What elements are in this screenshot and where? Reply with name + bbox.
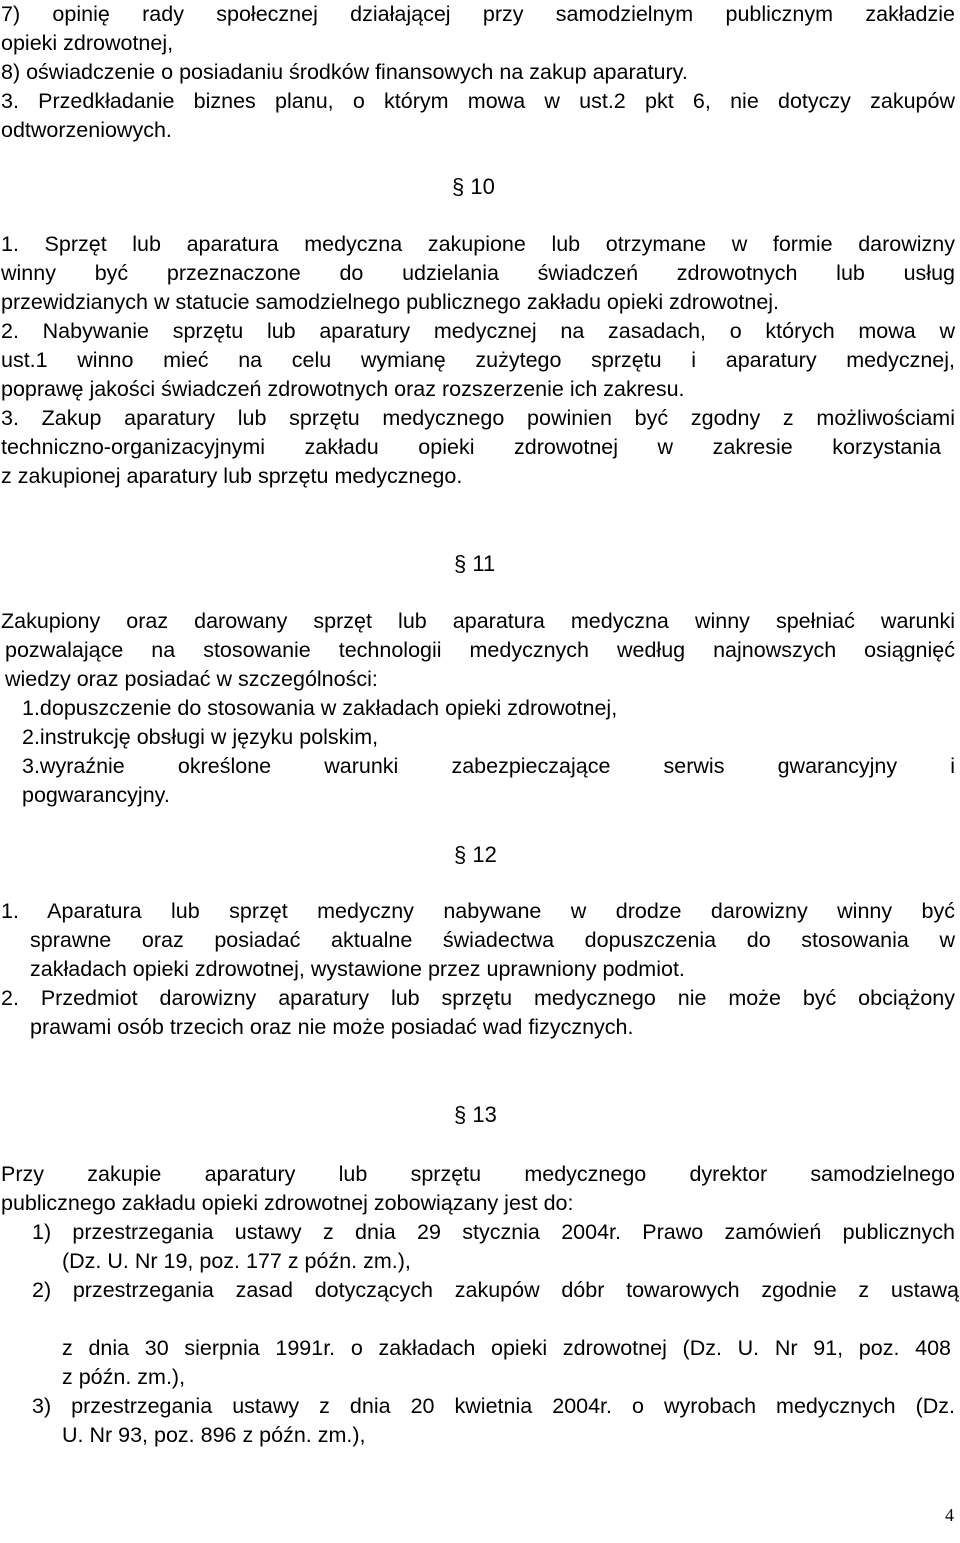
paragraph-line: winny być przeznaczone do udzielania świadczeń zdrowotnych lub usług [1,261,955,285]
paragraph-line: 3. Przedkładanie biznes planu, o którym mowa w ust.2 pkt 6, nie dotyczy zakupów [1,89,955,113]
text-line [1,346,955,375]
list-item [32,1218,955,1247]
text-line: 8) oświadczenie o posiadaniu środków finansowych na zakup aparatury. [1,60,688,84]
text-line: odtworzeniowych. [1,118,172,142]
paragraph-line: 2. Przedmiot darowizny aparatury lub sprzętu medycznego nie może być obciążony [1,986,955,1010]
list-item: pogwarancyjny. [22,783,170,807]
text-line [1,317,955,346]
text-line [1,433,941,462]
text-line: prawami osób trzecich oraz nie może posiadać wad fizycznych. [30,1015,634,1039]
text-line [30,926,955,955]
paragraph-line: 1) przestrzegania ustawy z dnia 29 stycznia 2004r. Prawo zamówień publicznych [32,1220,955,1244]
page-number: 4 [945,1505,954,1525]
text-line [1,984,955,1013]
text-line: z zakupionej aparatury lub sprzętu medycznego. [1,464,463,488]
list-item [32,1392,955,1421]
section-heading: § 11 [454,551,496,576]
paragraph-line: z dnia 30 sierpnia 1991r. o zakładach opieki zdrowotnej (Dz. U. Nr 91, poz. 408 [62,1336,951,1360]
text-line: poprawę jakości świadczeń zdrowotnych oraz rozszerzenie ich zakresu. [1,377,685,401]
list-item-continuation: z późn. zm.), [62,1365,186,1389]
text-line [1,87,955,116]
paragraph-line: techniczno-organizacyjnymi zakładu opieki zdrowotnej w zakresie korzystania [1,435,941,459]
text-line: publicznego zakładu opieki zdrowotnej zobowiązany jest do: [1,1191,574,1215]
list-item-continuation [62,1334,951,1363]
list-item: 2.instrukcję obsługi w języku polskim, [22,725,379,749]
paragraph-line: 3.wyraźnie określone warunki zabezpieczające serwis gwarancyjny i [22,754,955,778]
paragraph-line: pozwalające na stosowanie technologii medycznych według najnowszych osiągnięć [5,638,955,662]
text-line [5,636,955,665]
paragraph-line: Przy zakupie aparatury lub sprzętu medycznego dyrektor samodzielnego [1,1162,955,1186]
paragraph-line: ust.1 winno mieć na celu wymianę zużytego sprzętu i aparatury medycznej, [1,348,955,372]
paragraph-line: 1. Aparatura lub sprzęt medyczny nabywane w drodze darowizny winny być [1,899,955,923]
list-item: 1.dopuszczenie do stosowania w zakładach opieki zdrowotnej, [22,696,618,720]
list-item-continuation: U. Nr 93, poz. 896 z późn. zm.), [62,1423,366,1447]
paragraph-line: 1. Sprzęt lub aparatura medyczna zakupione lub otrzymane w formie darowizny [1,232,955,256]
paragraph-line: 7) opinię rady społecznej działającej przy samodzielnym publicznym zakładzie [1,2,955,26]
section-heading: § 13 [454,1102,497,1127]
list-item-continuation: (Dz. U. Nr 19, poz. 177 z późn. zm.), [62,1249,411,1273]
text-line [1,1160,955,1189]
text-line [1,607,955,636]
paragraph-line: 2. Nabywanie sprzętu lub aparatury medycznej na zasadach, o których mowa w [1,319,955,343]
paragraph-line: sprawne oraz posiadać aktualne świadectwa dopuszczenia do stosowania w [30,928,955,952]
text-line [1,259,955,288]
text-line [1,230,955,259]
paragraph-line: 3. Zakup aparatury lub sprzętu medycznego powinien być zgodny z możliwościami [1,406,955,430]
text-line: opieki zdrowotnej, [1,31,174,55]
paragraph-line: 3) przestrzegania ustawy z dnia 20 kwietnia 2004r. o wyrobach medycznych (Dz. [32,1394,955,1418]
text-line: przewidzianych w statucie samodzielnego publicznego zakładu opieki zdrowotnej. [1,290,780,314]
text-line [1,404,955,433]
list-item [22,752,955,781]
text-line: zakładach opieki zdrowotnej, wystawione przez uprawniony podmiot. [30,957,685,981]
section-heading: § 12 [454,842,497,867]
section-heading: § 10 [452,174,495,199]
paragraph-line: Zakupiony oraz darowany sprzęt lub aparatura medyczna winny spełniać warunki [1,609,955,633]
text-line [1,0,955,29]
text-line [1,897,955,926]
text-line: wiedzy oraz posiadać w szczególności: [5,667,378,691]
paragraph-line: 2) przestrzegania zasad dotyczących zakupów dóbr towarowych zgodnie z ustawą [32,1278,959,1302]
list-item [32,1276,959,1305]
